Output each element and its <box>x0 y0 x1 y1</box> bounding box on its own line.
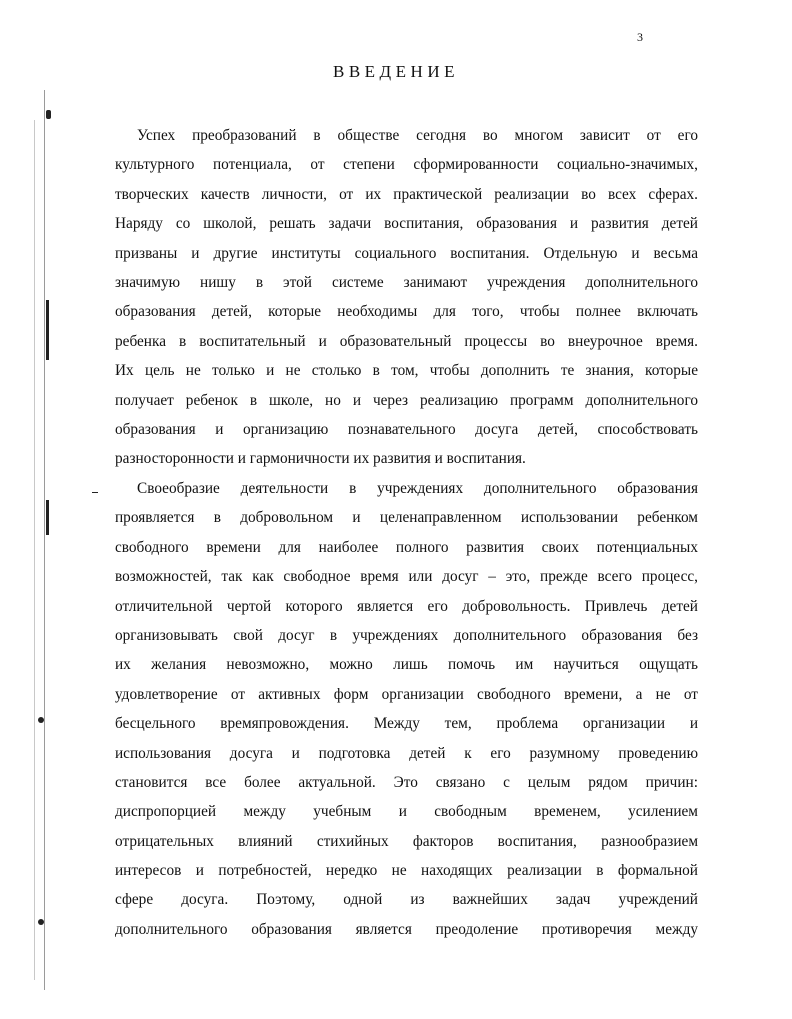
text-line: творческих качеств личности, от их практической реализации во всех сферах. <box>115 185 698 203</box>
text-line: Своеобразие деятельности в учреждениях дополнительного образования <box>137 480 698 497</box>
text-line: организовывать свой досуг в учреждениях дополнительного образования без <box>115 626 698 644</box>
text-line: возможностей, так как свободное время или досуг – это, прежде всего процесс, <box>115 568 698 586</box>
page-title: ВВЕДЕНИЕ <box>333 62 459 81</box>
text-line: разносторонности и гармоничности их развития и воспитания. <box>115 450 526 468</box>
text-line: значимую нишу в этой системе занимают учреждения дополнительного <box>115 273 698 291</box>
text-line: ребенка в воспитательный и образовательный процессы во внеурочное время. <box>115 332 698 350</box>
paragraph <box>115 121 698 474</box>
text-line: образования детей, которые необходимы для того, чтобы полнее включать <box>115 303 698 321</box>
text-line: отрицательных влияний стихийных факторов воспитания, разнообразием <box>115 832 698 850</box>
text-line: свободного времени для наиболее полного развития своих потенциальных <box>115 538 698 556</box>
text-line: призваны и другие институты социального воспитания. Отдельную и весьма <box>115 244 698 262</box>
text-line: культурного потенциала, от степени сформированности социально-значимых, <box>115 156 698 174</box>
text-line: образования и организацию познавательного досуга детей, способствовать <box>115 420 698 438</box>
text-line: диспропорцией между учебным и свободным временем, усилением <box>115 803 698 821</box>
scan-mark <box>46 500 49 535</box>
text-line: проявляется в добровольном и целенаправленном использовании ребенком <box>115 509 698 527</box>
text-line: Успех преобразований в обществе сегодня во многом зависит от его <box>137 127 698 144</box>
text-line: становится все более актуальной. Это связано с целым рядом причин: <box>115 773 698 791</box>
text-line: отличительной чертой которого является его добровольность. Привлечь детей <box>115 597 698 615</box>
scan-mark <box>46 110 51 119</box>
scan-mark <box>92 492 98 493</box>
scan-mark <box>38 919 44 925</box>
page-number: 3 <box>637 30 643 44</box>
text-line: удовлетворение от активных форм организации свободного времени, а не от <box>115 685 698 703</box>
text-line: бесцельного времяпровождения. Между тем, проблема организации и <box>115 715 698 733</box>
text-line: сфере досуга. Поэтому, одной из важнейших задач учреждений <box>115 891 698 909</box>
text-line: использования досуга и подготовка детей к его разумному проведению <box>115 744 698 762</box>
scan-margin-line <box>44 90 45 990</box>
text-line: Их цель не только и не столько в том, чтобы дополнить те знания, которые <box>115 362 698 380</box>
scan-mark <box>46 300 49 360</box>
text-line: Наряду со школой, решать задачи воспитания, образования и развития детей <box>115 215 698 233</box>
scan-mark <box>38 717 44 723</box>
scan-margin-line <box>34 120 35 980</box>
text-line: дополнительного образования является преодоление противоречия между <box>115 920 698 938</box>
text-line: их желания невозможно, можно лишь помочь им научиться ощущать <box>115 656 698 674</box>
paragraph <box>115 474 698 944</box>
text-line: интересов и потребностей, нередко не находящих реализации в формальной <box>115 862 698 880</box>
text-line: получает ребенок в школе, но и через реализацию программ дополнительного <box>115 391 698 409</box>
